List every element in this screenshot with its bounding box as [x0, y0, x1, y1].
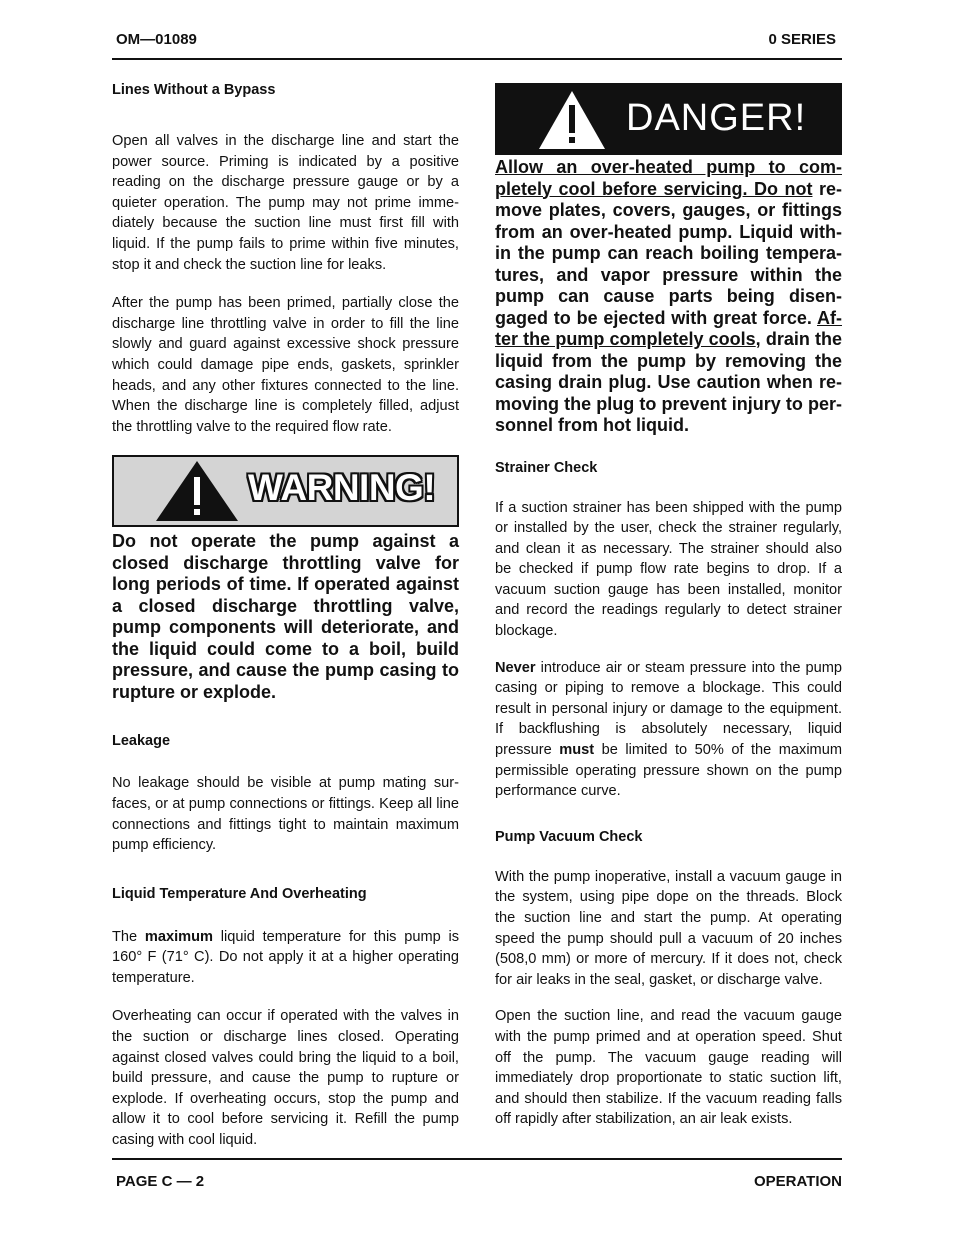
danger-underlined-text: After the pump completely cools	[495, 307, 842, 349]
paragraph-strainer: If a suction strainer has been shipped with the pump or installed by the user, check the strainer regularly, and clean it as necessary. The strainer should also be checked if pump flow rate begins to drop. If a vacuum suction gauge has been installed, monitor and record the readings regularly to detect strainer blockage.	[495, 499, 842, 640]
text-run: be limited to 50% of the maximum permissible operating pressure shown on the pump performance curve.	[495, 742, 842, 800]
heading-liquid-temperature: Liquid Temperature And Overheating	[112, 885, 367, 902]
right-column	[495, 83, 842, 1130]
paragraph-suction-line: Open the suction line, and read the vacuum gauge with the pump primed and at operation speed. Shut off the pump. The vacuum gauge reading will immediately drop proportionate to static suction lift, and should then stabilize. If the vacuum reading falls off rapidly after stabilization, an air leak exists.	[495, 1008, 842, 1128]
danger-text	[495, 157, 842, 437]
warning-triangle-icon	[154, 459, 240, 523]
document-number: OM—01089	[116, 31, 197, 48]
text-run: remove plates, covers, gauges, or fittings from an over-heated pump. Liquid within the pump can reach boiling temperatures, and vapor pressure within the pump can cause parts being disengaged to be ejected with great force.	[495, 178, 842, 328]
heading-lines-without-bypass: Lines Without a Bypass	[112, 82, 276, 98]
left-column	[112, 80, 459, 1151]
paragraph-leakage: No leakage should be visible at pump mating surfaces, or at pump connections or fittings. Keep all line connections and fittings tight to maintain maximum pump efficiency.	[112, 775, 459, 854]
text-run: , drain the liquid from the pump by removing the casing drain plug. Use caution when removing the plug to prevent injury to personnel from hot liquid.	[495, 329, 842, 435]
warning-banner	[112, 455, 459, 527]
text-run: .	[742, 178, 755, 199]
emphasis-must: must	[559, 742, 595, 759]
page-number: PAGE C — 2	[116, 1173, 205, 1190]
paragraph-vacuum-gauge: With the pump inoperative, install a vacuum gauge in the system, using pipe dope on the threads. Block the suction line and start the pump. At operating speed the pump should pull a vacuum of 20 inches (508,0 mm) or more of mercury. If it does not, check for air leaks in the seal, gasket, or discharge valve.	[495, 868, 842, 988]
series-title: 0 SERIES	[768, 31, 836, 48]
text-run: introduce air or steam pressure into the pump casing or piping to remove a blockage. This could result in personal injury or damage to the equipment. If backflushing is absolutely necessary, liquid pressure	[495, 659, 842, 759]
emphasis-maximum: maximum	[144, 928, 214, 945]
danger-triangle-icon	[537, 89, 607, 151]
paragraph-never-air	[495, 658, 842, 802]
text-run: The	[112, 928, 145, 945]
paragraph-max-temperature	[112, 927, 459, 989]
emphasis-never: Never	[495, 659, 536, 676]
header-rule	[112, 58, 842, 60]
paragraph-throttling: After the pump has been primed, partially close the discharge line throttling valve in order to fill the line slowly and guard against excessive shock pressure which could damage pipe ends, gaskets, sprinkler heads, and any other fixtures connected to the line. When the discharge line is completely filled, adjust the throttling valve to the required flow rate.	[112, 295, 459, 435]
warning-label: WARNING!	[248, 467, 436, 509]
text-run: liquid temperature for this pump is 160° F (71° C). Do not apply it at a higher operating temperature.	[112, 928, 460, 986]
danger-label: DANGER!	[626, 97, 807, 139]
heading-strainer-check: Strainer Check	[495, 459, 598, 476]
heading-leakage: Leakage	[112, 733, 171, 750]
paragraph-priming: Open all valves in the discharge line and start the power source. Priming is indicated by a positive reading on the discharge pressure gauge or by a quieter operation. The pump may not prime immediately because the suction line must first fill with liquid. If the pump fails to prime within five minutes, stop it and check the suction line for leaks.	[112, 133, 459, 273]
warning-text: Do not operate the pump against a closed discharge throttling valve for long periods of time. If operated against a closed discharge throttling valve, pump components will deteriorate, and the liquid could come to a boil, build pressure, and cause the pump casing to rupture or explode.	[112, 531, 459, 702]
danger-banner	[495, 83, 842, 155]
heading-pump-vacuum-check: Pump Vacuum Check	[495, 828, 643, 845]
danger-underlined-text: Allow an over-heated pump to completely cool before servicing	[495, 157, 842, 199]
danger-underlined-text: Do not	[754, 178, 813, 199]
section-title: OPERATION	[753, 1173, 842, 1190]
footer-rule	[112, 1158, 842, 1160]
paragraph-overheating: Overheating can occur if operated with the valves in the suction or discharge lines closed. Operating against closed valves could bring the liquid to a boil, build pressure, and cause the pump to rupture or explode. If overheating occurs, stop the pump and allow it to cool before servicing it. Refill the pump casing with cool liquid.	[112, 1008, 459, 1149]
